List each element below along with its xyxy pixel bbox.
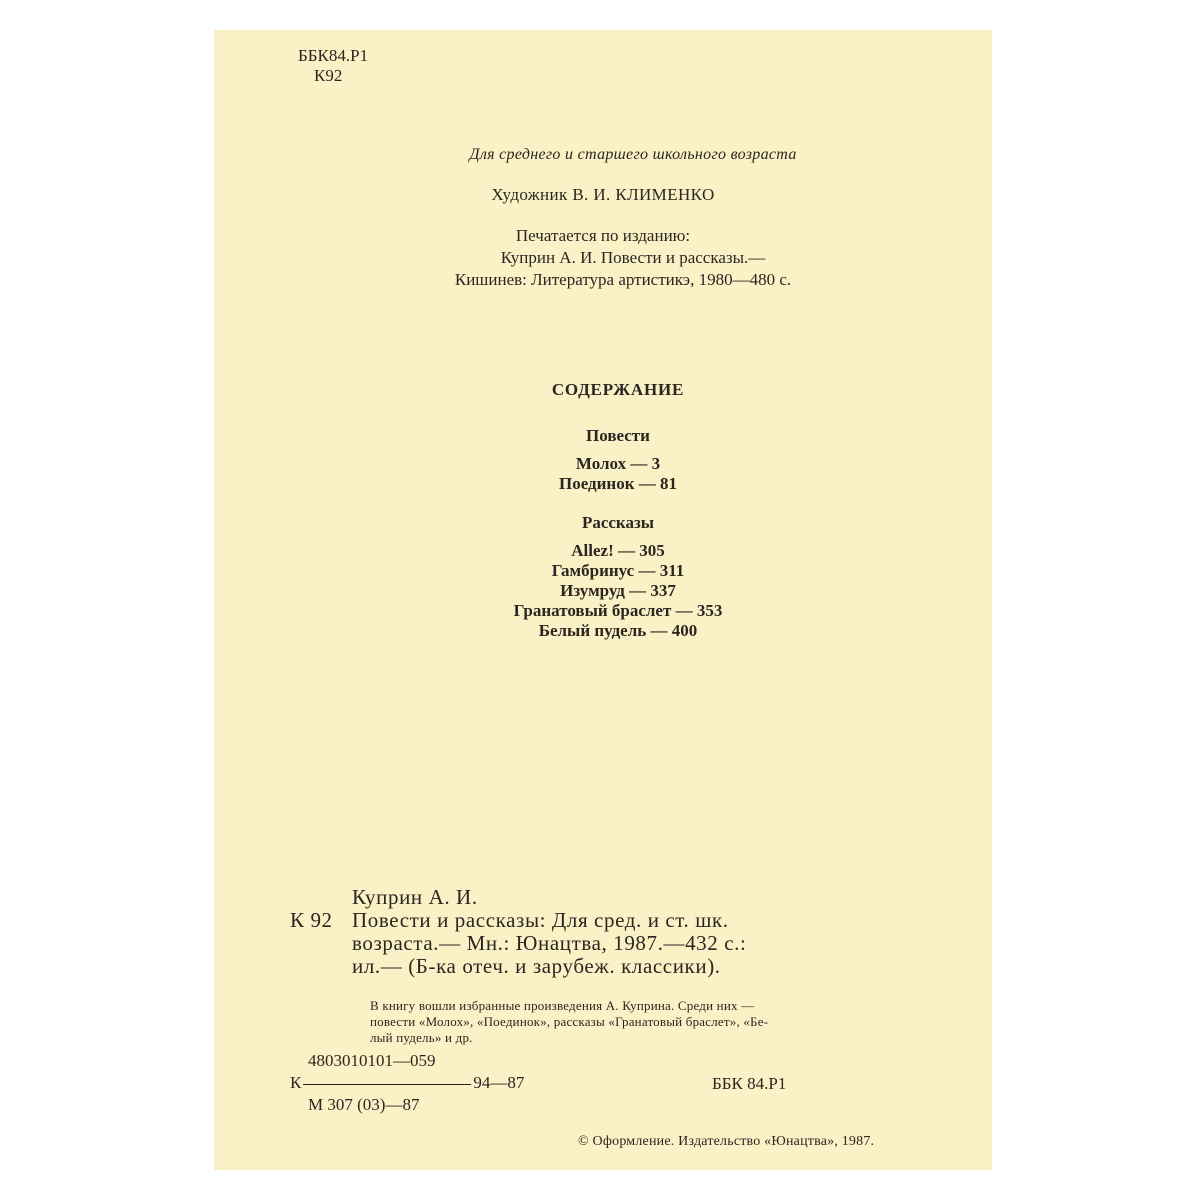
edition-source-line: Кишинев: Литература артистикэ, 1980—480 с.	[454, 270, 792, 289]
bbk-classification-top	[298, 46, 368, 86]
contents-title: СОДЕРЖАНИЕ	[551, 380, 685, 399]
contents-item: Гамбринус — 311	[551, 561, 685, 580]
annotation-line: лый пудель» и др.	[370, 1030, 473, 1045]
copyright-line: © Оформление. Издательство «Юнацтва», 1987.	[578, 1134, 875, 1149]
contents-item: Поединок — 81	[558, 474, 678, 493]
contents-item: Allez! — 305	[571, 541, 665, 560]
catalog-author: Куприн А. И.	[352, 885, 478, 909]
index-numerator: 4803010101—059	[308, 1051, 436, 1070]
contents-item: Гранатовый браслет — 353	[513, 601, 723, 620]
edition-source-heading: Печатается по изданию:	[515, 226, 691, 245]
index-letter: К	[290, 1073, 302, 1092]
publication-index	[290, 1050, 524, 1116]
bbk-classification-bottom: ББК 84.Р1	[712, 1074, 787, 1093]
catalog-code: К 92	[290, 908, 333, 932]
artist-credit: Художник В. И. КЛИМЕНКО	[491, 185, 715, 204]
contents-item: Изумруд — 337	[560, 581, 676, 600]
catalog-line: Повести и рассказы: Для сред. и ст. шк.	[352, 908, 729, 932]
author-mark: К92	[314, 66, 343, 85]
contents-section-heading: Повести	[586, 426, 650, 445]
contents-item: Белый пудель — 400	[538, 621, 698, 640]
audience-note: Для среднего и старшего школьного возраста	[469, 146, 797, 163]
contents-section-heading: Рассказы	[581, 513, 655, 532]
contents-section-stories	[214, 426, 992, 494]
catalog-line: возраста.— Мн.: Юнацтва, 1987.—432 с.:	[352, 931, 747, 955]
book-page	[214, 30, 992, 1170]
contents-item: Молох — 3	[575, 454, 661, 473]
contents-section-tales	[214, 513, 992, 641]
annotation-line: В книгу вошли избранные произведения А. Куприна. Среди них —	[370, 998, 755, 1013]
edition-source-line: Куприн А. И. Повести и рассказы.—	[500, 248, 766, 267]
fraction-line	[303, 1084, 471, 1085]
catalog-line: ил.— (Б-ка отеч. и зарубеж. классики).	[352, 954, 721, 978]
annotation-line: повести «Молох», «Поединок», рассказы «Гранатовый браслет», «Бе-	[370, 1014, 769, 1029]
bbk-code: ББК84.Р1	[298, 46, 369, 65]
index-denominator: М 307 (03)—87	[308, 1095, 420, 1114]
index-suffix: 94—87	[473, 1073, 525, 1092]
catalog-annotation	[370, 998, 768, 1046]
